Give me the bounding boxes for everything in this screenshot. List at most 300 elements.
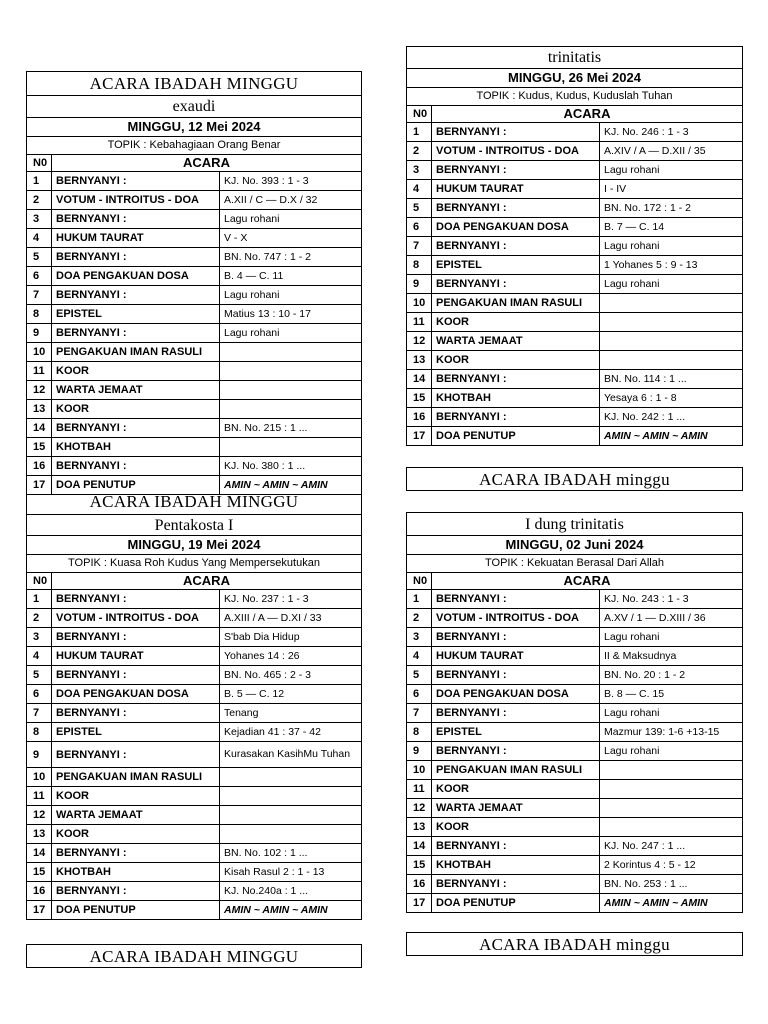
next-service-title: ACARA IBADAH minggu (406, 932, 743, 956)
row-number: 11 (27, 787, 52, 806)
agenda-detail: A.XIII / A — D.XI / 33 (220, 609, 362, 628)
table-row (27, 806, 362, 825)
row-number: 17 (27, 901, 52, 920)
row-number: 6 (407, 685, 432, 704)
table-row (407, 818, 743, 837)
agenda-detail (220, 438, 362, 457)
table-row (407, 647, 743, 666)
table-row (27, 400, 362, 419)
service-date: MINGGU, 02 Juni 2024 (406, 536, 743, 555)
row-number: 5 (407, 666, 432, 685)
agenda-item: KOOR (52, 362, 220, 381)
table-row (407, 180, 743, 199)
agenda-detail: AMIN ~ AMIN ~ AMIN (220, 476, 362, 495)
row-number: 14 (27, 419, 52, 438)
agenda-item: BERNYANYI : (52, 844, 220, 863)
agenda-item: BERNYANYI : (432, 237, 600, 256)
agenda-item: KOOR (432, 780, 600, 799)
agenda-item: DOA PENGAKUAN DOSA (52, 685, 220, 704)
table-row (407, 742, 743, 761)
agenda-item: PENGAKUAN IMAN RASULI (52, 343, 220, 362)
row-number: 15 (27, 863, 52, 882)
table-row (27, 191, 362, 210)
agenda-detail (600, 332, 743, 351)
service-date: MINGGU, 12 Mei 2024 (26, 118, 362, 137)
agenda-item: BERNYANYI : (52, 419, 220, 438)
service-topic: TOPIK : Kekuatan Berasal Dari Allah (406, 555, 743, 572)
row-number: 6 (27, 685, 52, 704)
agenda-item: BERNYANYI : (432, 590, 600, 609)
row-number: 10 (407, 294, 432, 313)
agenda-item: KHOTBAH (52, 438, 220, 457)
table-row (407, 704, 743, 723)
agenda-item: VOTUM - INTROITUS - DOA (52, 609, 220, 628)
next-service-title: ACARA IBADAH MINGGU (26, 944, 362, 968)
agenda-detail: Lagu rohani (220, 324, 362, 343)
table-row (27, 286, 362, 305)
agenda-detail: Lagu rohani (600, 704, 743, 723)
agenda-item: HUKUM TAURAT (432, 180, 600, 199)
agenda-item: BERNYANYI : (432, 161, 600, 180)
agenda-detail: V - X (220, 229, 362, 248)
agenda-detail: Lagu rohani (600, 275, 743, 294)
row-number: 8 (27, 305, 52, 324)
row-number: 3 (27, 210, 52, 229)
agenda-item: BERNYANYI : (52, 666, 220, 685)
agenda-detail (600, 818, 743, 837)
agenda-detail: KJ. No. 380 : 1 ... (220, 457, 362, 476)
row-number: 9 (407, 742, 432, 761)
table-row (27, 343, 362, 362)
row-number: 17 (27, 476, 52, 495)
row-number: 1 (407, 123, 432, 142)
table-row (27, 590, 362, 609)
agenda-item: PENGAKUAN IMAN RASULI (432, 294, 600, 313)
column-header-acara: ACARA (432, 106, 743, 123)
row-number: 14 (407, 837, 432, 856)
service-date: MINGGU, 19 Mei 2024 (26, 536, 362, 555)
row-number: 6 (27, 267, 52, 286)
agenda-item: EPISTEL (432, 256, 600, 275)
agenda-detail: Kejadian 41 : 37 - 42 (220, 723, 362, 742)
table-header (27, 573, 362, 590)
agenda-detail (220, 343, 362, 362)
table-row (27, 901, 362, 920)
agenda-detail: AMIN ~ AMIN ~ AMIN (220, 901, 362, 920)
table-row (27, 787, 362, 806)
row-number: 14 (407, 370, 432, 389)
agenda-detail: KJ. No. 247 : 1 ... (600, 837, 743, 856)
agenda-item: KOOR (52, 825, 220, 844)
row-number: 2 (407, 609, 432, 628)
row-number: 11 (27, 362, 52, 381)
row-number: 16 (407, 408, 432, 427)
table-row (407, 142, 743, 161)
agenda-detail (600, 351, 743, 370)
table-row (27, 267, 362, 286)
agenda-item: EPISTEL (52, 305, 220, 324)
table-row (407, 427, 743, 446)
row-number: 15 (407, 856, 432, 875)
agenda-detail: Lagu rohani (220, 286, 362, 305)
agenda-item: EPISTEL (52, 723, 220, 742)
agenda-detail: II & Maksudnya (600, 647, 743, 666)
agenda-item: DOA PENGAKUAN DOSA (52, 267, 220, 286)
row-number: 13 (407, 818, 432, 837)
agenda-detail: Matius 13 : 10 - 17 (220, 305, 362, 324)
agenda-item: BERNYANYI : (432, 837, 600, 856)
service-date: MINGGU, 26 Mei 2024 (406, 69, 743, 88)
agenda-detail: A.XIV / A — D.XII / 35 (600, 142, 743, 161)
row-number: 6 (407, 218, 432, 237)
table-row (27, 628, 362, 647)
agenda-item: KOOR (52, 400, 220, 419)
table-row (27, 768, 362, 787)
agenda-detail: B. 4 — C. 11 (220, 267, 362, 286)
agenda-detail (220, 825, 362, 844)
row-number: 4 (27, 229, 52, 248)
agenda-item: PENGAKUAN IMAN RASULI (432, 761, 600, 780)
row-number: 11 (407, 780, 432, 799)
table-row (407, 351, 743, 370)
table-row (407, 332, 743, 351)
agenda-item: HUKUM TAURAT (432, 647, 600, 666)
agenda-detail: KJ. No. 242 : 1 ... (600, 408, 743, 427)
table-row (407, 894, 743, 913)
table-row (27, 685, 362, 704)
row-number: 8 (407, 723, 432, 742)
schedule-trinitatis (406, 46, 743, 446)
row-number: 8 (407, 256, 432, 275)
table-row (27, 742, 362, 768)
row-number: 8 (27, 723, 52, 742)
row-number: 10 (27, 768, 52, 787)
agenda-detail: KJ. No. 237 : 1 - 3 (220, 590, 362, 609)
agenda-item: BERNYANYI : (432, 666, 600, 685)
agenda-detail: BN. No. 20 : 1 - 2 (600, 666, 743, 685)
table-row (407, 256, 743, 275)
agenda-detail (220, 381, 362, 400)
table-header (407, 573, 743, 590)
table-row (27, 229, 362, 248)
agenda-item: BERNYANYI : (52, 248, 220, 267)
row-number: 9 (27, 742, 52, 768)
row-number: 16 (27, 882, 52, 901)
agenda-detail: A.XII / C — D.X / 32 (220, 191, 362, 210)
table-row (27, 844, 362, 863)
agenda-item: DOA PENGAKUAN DOSA (432, 218, 600, 237)
agenda-item: BERNYANYI : (432, 275, 600, 294)
table-row (27, 647, 362, 666)
agenda-detail: A.XV / 1 — D.XIII / 36 (600, 609, 743, 628)
agenda-detail: Lagu rohani (600, 628, 743, 647)
agenda-item: DOA PENUTUP (52, 476, 220, 495)
row-number: 13 (27, 400, 52, 419)
agenda-item: DOA PENUTUP (52, 901, 220, 920)
table-row (27, 863, 362, 882)
table-row (407, 723, 743, 742)
agenda-detail: BN. No. 172 : 1 - 2 (600, 199, 743, 218)
table-row (407, 837, 743, 856)
agenda-detail: 2 Korintus 4 : 5 - 12 (600, 856, 743, 875)
row-number: 7 (27, 286, 52, 305)
agenda-detail: KJ. No.240a : 1 ... (220, 882, 362, 901)
agenda-detail: B. 5 — C. 12 (220, 685, 362, 704)
row-number: 1 (27, 590, 52, 609)
agenda-item: HUKUM TAURAT (52, 229, 220, 248)
agenda-item: BERNYANYI : (432, 123, 600, 142)
row-number: 10 (407, 761, 432, 780)
agenda-detail (220, 362, 362, 381)
agenda-detail: BN. No. 114 : 1 ... (600, 370, 743, 389)
agenda-item: KOOR (432, 313, 600, 332)
agenda-detail: Lagu rohani (600, 742, 743, 761)
row-number: 7 (407, 237, 432, 256)
row-number: 12 (407, 332, 432, 351)
table-row (407, 161, 743, 180)
agenda-detail: KJ. No. 393 : 1 - 3 (220, 172, 362, 191)
table-row (27, 825, 362, 844)
table-row (27, 704, 362, 723)
row-number: 17 (407, 894, 432, 913)
row-number: 2 (407, 142, 432, 161)
agenda-item: BERNYANYI : (432, 408, 600, 427)
service-topic: TOPIK : Kudus, Kudus, Kuduslah Tuhan (406, 88, 743, 105)
table-row (407, 408, 743, 427)
agenda-detail: BN. No. 215 : 1 ... (220, 419, 362, 438)
agenda-detail: AMIN ~ AMIN ~ AMIN (600, 427, 743, 446)
agenda-item: BERNYANYI : (432, 370, 600, 389)
agenda-detail: Kisah Rasul 2 : 1 - 13 (220, 863, 362, 882)
row-number: 9 (407, 275, 432, 294)
row-number: 16 (407, 875, 432, 894)
agenda-item: KHOTBAH (432, 856, 600, 875)
agenda-detail (600, 780, 743, 799)
block-title-box: ACARA IBADAH minggu (406, 467, 743, 491)
agenda-item: VOTUM - INTROITUS - DOA (52, 191, 220, 210)
row-number: 4 (27, 647, 52, 666)
row-number: 2 (27, 191, 52, 210)
table-row (407, 123, 743, 142)
agenda-item: BERNYANYI : (52, 882, 220, 901)
agenda-detail: BN. No. 747 : 1 - 2 (220, 248, 362, 267)
agenda-item: BERNYANYI : (52, 457, 220, 476)
row-number: 15 (407, 389, 432, 408)
column-header-no: N0 (27, 155, 52, 172)
block-subtitle: I dung trinitatis (406, 512, 743, 536)
agenda-item: VOTUM - INTROITUS - DOA (432, 609, 600, 628)
agenda-detail: Lagu rohani (220, 210, 362, 229)
agenda-detail: Mazmur 139: 1-6 +13-15 (600, 723, 743, 742)
agenda-item: WARTA JEMAAT (432, 799, 600, 818)
schedule-table (406, 572, 743, 913)
schedule-i-dung-trinitatis (406, 512, 743, 913)
agenda-detail (220, 400, 362, 419)
column-header-acara: ACARA (432, 573, 743, 590)
table-row (27, 248, 362, 267)
row-number: 3 (407, 161, 432, 180)
agenda-item: DOA PENGAKUAN DOSA (432, 685, 600, 704)
table-row (407, 780, 743, 799)
table-row (27, 882, 362, 901)
agenda-detail (600, 761, 743, 780)
agenda-detail: Yohanes 14 : 26 (220, 647, 362, 666)
table-row (27, 324, 362, 343)
table-row (407, 666, 743, 685)
schedule-exaudi (26, 71, 362, 495)
table-row (407, 218, 743, 237)
table-row (407, 856, 743, 875)
table-row (27, 210, 362, 229)
agenda-detail: Tenang (220, 704, 362, 723)
table-row (27, 305, 362, 324)
table-row (27, 419, 362, 438)
table-row (27, 438, 362, 457)
column-header-acara: ACARA (52, 155, 362, 172)
row-number: 12 (27, 806, 52, 825)
row-number: 1 (407, 590, 432, 609)
row-number: 3 (27, 628, 52, 647)
table-row (27, 723, 362, 742)
agenda-item: PENGAKUAN IMAN RASULI (52, 768, 220, 787)
agenda-item: BERNYANYI : (52, 590, 220, 609)
agenda-item: WARTA JEMAAT (432, 332, 600, 351)
table-header (407, 106, 743, 123)
row-number: 14 (27, 844, 52, 863)
agenda-item: KHOTBAH (52, 863, 220, 882)
agenda-detail (220, 787, 362, 806)
table-row (407, 237, 743, 256)
agenda-item: DOA PENUTUP (432, 427, 600, 446)
row-number: 2 (27, 609, 52, 628)
row-number: 3 (407, 628, 432, 647)
agenda-detail: Lagu rohani (600, 237, 743, 256)
row-number: 5 (407, 199, 432, 218)
schedule-pentakosta (26, 491, 362, 920)
agenda-detail: 1 Yohanes 5 : 9 - 13 (600, 256, 743, 275)
schedule-table (26, 572, 362, 920)
column-header-acara: ACARA (52, 573, 362, 590)
table-row (407, 685, 743, 704)
agenda-item: BERNYANYI : (52, 172, 220, 191)
agenda-item: BERNYANYI : (52, 628, 220, 647)
agenda-detail: BN. No. 253 : 1 ... (600, 875, 743, 894)
agenda-item: DOA PENUTUP (432, 894, 600, 913)
row-number: 17 (407, 427, 432, 446)
agenda-item: BERNYANYI : (432, 199, 600, 218)
row-number: 4 (407, 180, 432, 199)
row-number: 11 (407, 313, 432, 332)
agenda-item: BERNYANYI : (52, 210, 220, 229)
table-row (407, 294, 743, 313)
agenda-item: KHOTBAH (432, 389, 600, 408)
table-row (407, 199, 743, 218)
agenda-detail (220, 768, 362, 787)
table-row (27, 609, 362, 628)
table-row (407, 370, 743, 389)
agenda-item: KOOR (432, 351, 600, 370)
agenda-item: BERNYANYI : (432, 704, 600, 723)
agenda-item: BERNYANYI : (432, 628, 600, 647)
row-number: 7 (27, 704, 52, 723)
row-number: 13 (407, 351, 432, 370)
table-row (407, 761, 743, 780)
agenda-detail: Kurasakan KasihMu Tuhan (220, 742, 362, 768)
agenda-detail: Yesaya 6 : 1 - 8 (600, 389, 743, 408)
table-row (407, 875, 743, 894)
table-header (27, 155, 362, 172)
row-number: 15 (27, 438, 52, 457)
table-row (27, 362, 362, 381)
schedule-table (26, 154, 362, 495)
table-row (407, 609, 743, 628)
table-row (27, 381, 362, 400)
agenda-item: EPISTEL (432, 723, 600, 742)
agenda-detail: B. 7 — C. 14 (600, 218, 743, 237)
agenda-item: BERNYANYI : (432, 742, 600, 761)
table-row (407, 799, 743, 818)
agenda-detail: S'bab Dia Hidup (220, 628, 362, 647)
agenda-item: BERNYANYI : (52, 704, 220, 723)
table-row (407, 590, 743, 609)
row-number: 4 (407, 647, 432, 666)
agenda-detail: KJ. No. 246 : 1 - 3 (600, 123, 743, 142)
row-number: 10 (27, 343, 52, 362)
table-row (407, 275, 743, 294)
row-number: 12 (27, 381, 52, 400)
row-number: 16 (27, 457, 52, 476)
table-row (27, 172, 362, 191)
row-number: 12 (407, 799, 432, 818)
schedule-table (406, 105, 743, 446)
agenda-detail: B. 8 — C. 15 (600, 685, 743, 704)
agenda-item: BERNYANYI : (52, 742, 220, 768)
agenda-item: BERNYANYI : (52, 324, 220, 343)
agenda-detail (600, 313, 743, 332)
row-number: 5 (27, 248, 52, 267)
block-title: ACARA IBADAH MINGGU (26, 491, 362, 514)
table-row (27, 666, 362, 685)
agenda-detail (600, 799, 743, 818)
agenda-item: HUKUM TAURAT (52, 647, 220, 666)
agenda-item: WARTA JEMAAT (52, 381, 220, 400)
table-row (27, 457, 362, 476)
column-header-no: N0 (407, 573, 432, 590)
agenda-detail: AMIN ~ AMIN ~ AMIN (600, 894, 743, 913)
row-number: 13 (27, 825, 52, 844)
row-number: 9 (27, 324, 52, 343)
agenda-item: BERNYANYI : (52, 286, 220, 305)
agenda-detail (220, 806, 362, 825)
row-number: 7 (407, 704, 432, 723)
agenda-item: WARTA JEMAAT (52, 806, 220, 825)
block-title: ACARA IBADAH MINGGU (26, 71, 362, 96)
agenda-detail: Lagu rohani (600, 161, 743, 180)
agenda-detail: BN. No. 465 : 2 - 3 (220, 666, 362, 685)
agenda-detail (600, 294, 743, 313)
block-subtitle: Pentakosta I (26, 514, 362, 536)
row-number: 5 (27, 666, 52, 685)
agenda-item: KOOR (432, 818, 600, 837)
service-topic: TOPIK : Kebahagiaan Orang Benar (26, 137, 362, 154)
agenda-detail: BN. No. 102 : 1 ... (220, 844, 362, 863)
service-topic: TOPIK : Kuasa Roh Kudus Yang Mempersekutukan (26, 555, 362, 572)
table-row (407, 628, 743, 647)
agenda-detail: KJ. No. 243 : 1 - 3 (600, 590, 743, 609)
agenda-detail: I - IV (600, 180, 743, 199)
table-row (407, 389, 743, 408)
table-row (407, 313, 743, 332)
